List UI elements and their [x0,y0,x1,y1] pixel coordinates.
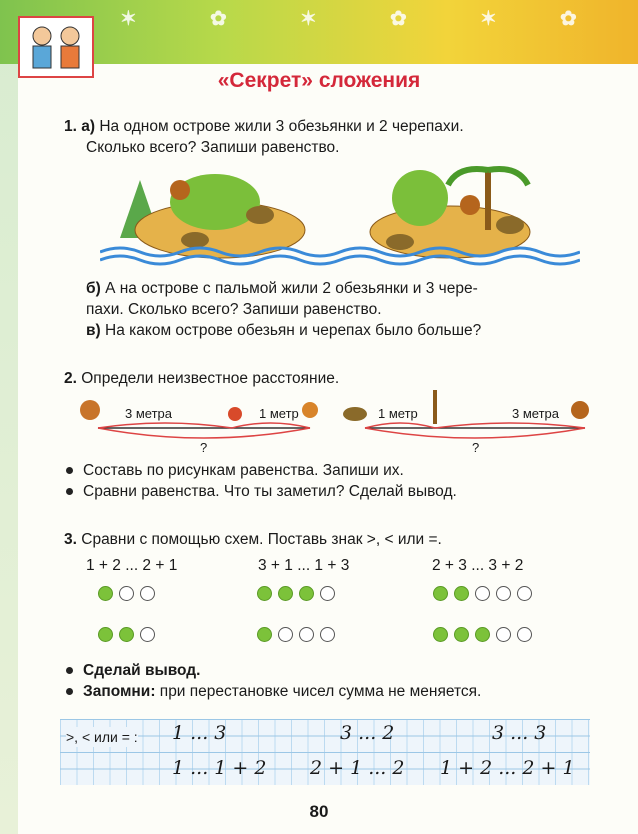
task1-c-label: в) [86,322,101,339]
scheme-circle [517,586,532,601]
turtle-icon [343,407,367,421]
scheme-circle [98,627,113,642]
scheme-circle [454,627,469,642]
left-seg2-label: 1 метр [259,406,299,421]
right-seg2-label: 3 метра [512,406,559,421]
islands-illustration [100,160,580,268]
page-number: 80 [309,802,329,821]
bullet-icon [66,467,73,474]
task1-a-text: На одном острове жили 3 обезьянки и 2 черепахи. [99,118,464,135]
task1-c-text: На каком острове обезьян и черепах было больше? [105,322,482,339]
scheme-circle [278,586,293,601]
hw-row1-col1: 1 ... 3 [172,722,227,744]
scheme-circle [320,586,335,601]
scheme-circle [320,627,335,642]
scheme-circle [454,586,469,601]
writing-legend: >, < или = : [66,729,138,745]
task3-bullet2-text: при перестановке чисел сумма не меняется. [159,683,482,700]
bullet-icon [66,667,73,674]
task2-line [64,369,339,389]
task1-a-label: а) [81,118,96,135]
scheme-circle [119,586,134,601]
squirrel-icon [302,402,318,418]
mushroom-icon [228,407,242,421]
hw-row2-col1: 1 ... 1 + 2 [172,757,267,779]
task1-b-line1 [86,279,478,299]
scheme-circle [140,586,155,601]
task1-c-line [86,321,481,341]
scheme-circle [475,627,490,642]
task3-expr2: 3 + 1 ... 1 + 3 [258,557,350,574]
task2-bullet1-text: Составь по рисункам равенства. Запиши их. [83,462,404,479]
task1-a-line2: Сколько всего? Запиши равенство. [86,139,340,156]
left-total-label: ? [200,440,208,455]
task1-b-line2: пахи. Сколько всего? Запиши равенство. [86,301,382,318]
hw-row1-col3: 3 ... 3 [492,722,547,744]
task3-number: 3. [64,531,77,548]
right-total-label: ? [472,440,480,455]
task1-line1 [64,117,464,137]
task3-text: Сравни с помощью схем. Поставь знак >, < или =. [81,531,442,548]
scheme-circle [278,627,293,642]
scheme-circle [475,586,490,601]
task3-bullet2 [66,682,481,702]
bullet-icon [66,488,73,495]
task3-line [64,530,442,550]
right-seg1-label: 1 метр [378,406,418,421]
scheme-circle [433,586,448,601]
scheme-circle [299,627,314,642]
scheme-circle [496,586,511,601]
palm-icon [433,390,437,424]
page-title: «Секрет» сложения [217,69,421,92]
scheme-circle [433,627,448,642]
scheme-circle [517,627,532,642]
task3-bullet1 [66,661,200,681]
scheme-circle [98,586,113,601]
task2-bullet2-text: Сравни равенства. Что ты заметил? Сделай вывод. [83,483,457,500]
task3-bullet2-bold: Запомни: [83,683,156,700]
left-margin-strip [0,0,18,834]
task1-number: 1. [64,118,77,135]
scheme-circle [140,627,155,642]
task2-number: 2. [64,370,77,387]
scheme-circle [119,627,134,642]
scheme-circle [496,627,511,642]
bullet-icon [66,688,73,695]
task2-text: Определи неизвестное расстояние. [81,370,340,387]
task2-bullet2 [66,482,457,502]
task1-b-label: б) [86,280,101,297]
scheme-circle [257,586,272,601]
task3-expr3: 2 + 3 ... 3 + 2 [432,557,524,574]
scheme-circle [257,627,272,642]
task1-b-text: А на острове с пальмой жили 2 обезьянки и 3 чере- [105,280,478,297]
task3-bullet1-text: Сделай вывод. [83,662,201,679]
monkey-icon [571,401,589,419]
left-seg1-label: 3 метра [125,406,172,421]
hw-row2-col3: 1 + 2 ... 2 + 1 [440,757,575,779]
task3-expr1: 1 + 2 ... 2 + 1 [86,557,178,574]
hw-row1-col2: 3 ... 2 [340,722,395,744]
bear-icon [80,400,100,420]
header-decoration-band: ✶ ✿ ✶ ✿ ✶ ✿ [0,0,638,64]
task2-bullet1 [66,461,404,481]
hw-row2-col2: 2 + 1 ... 2 [310,757,405,779]
scheme-circle [299,586,314,601]
